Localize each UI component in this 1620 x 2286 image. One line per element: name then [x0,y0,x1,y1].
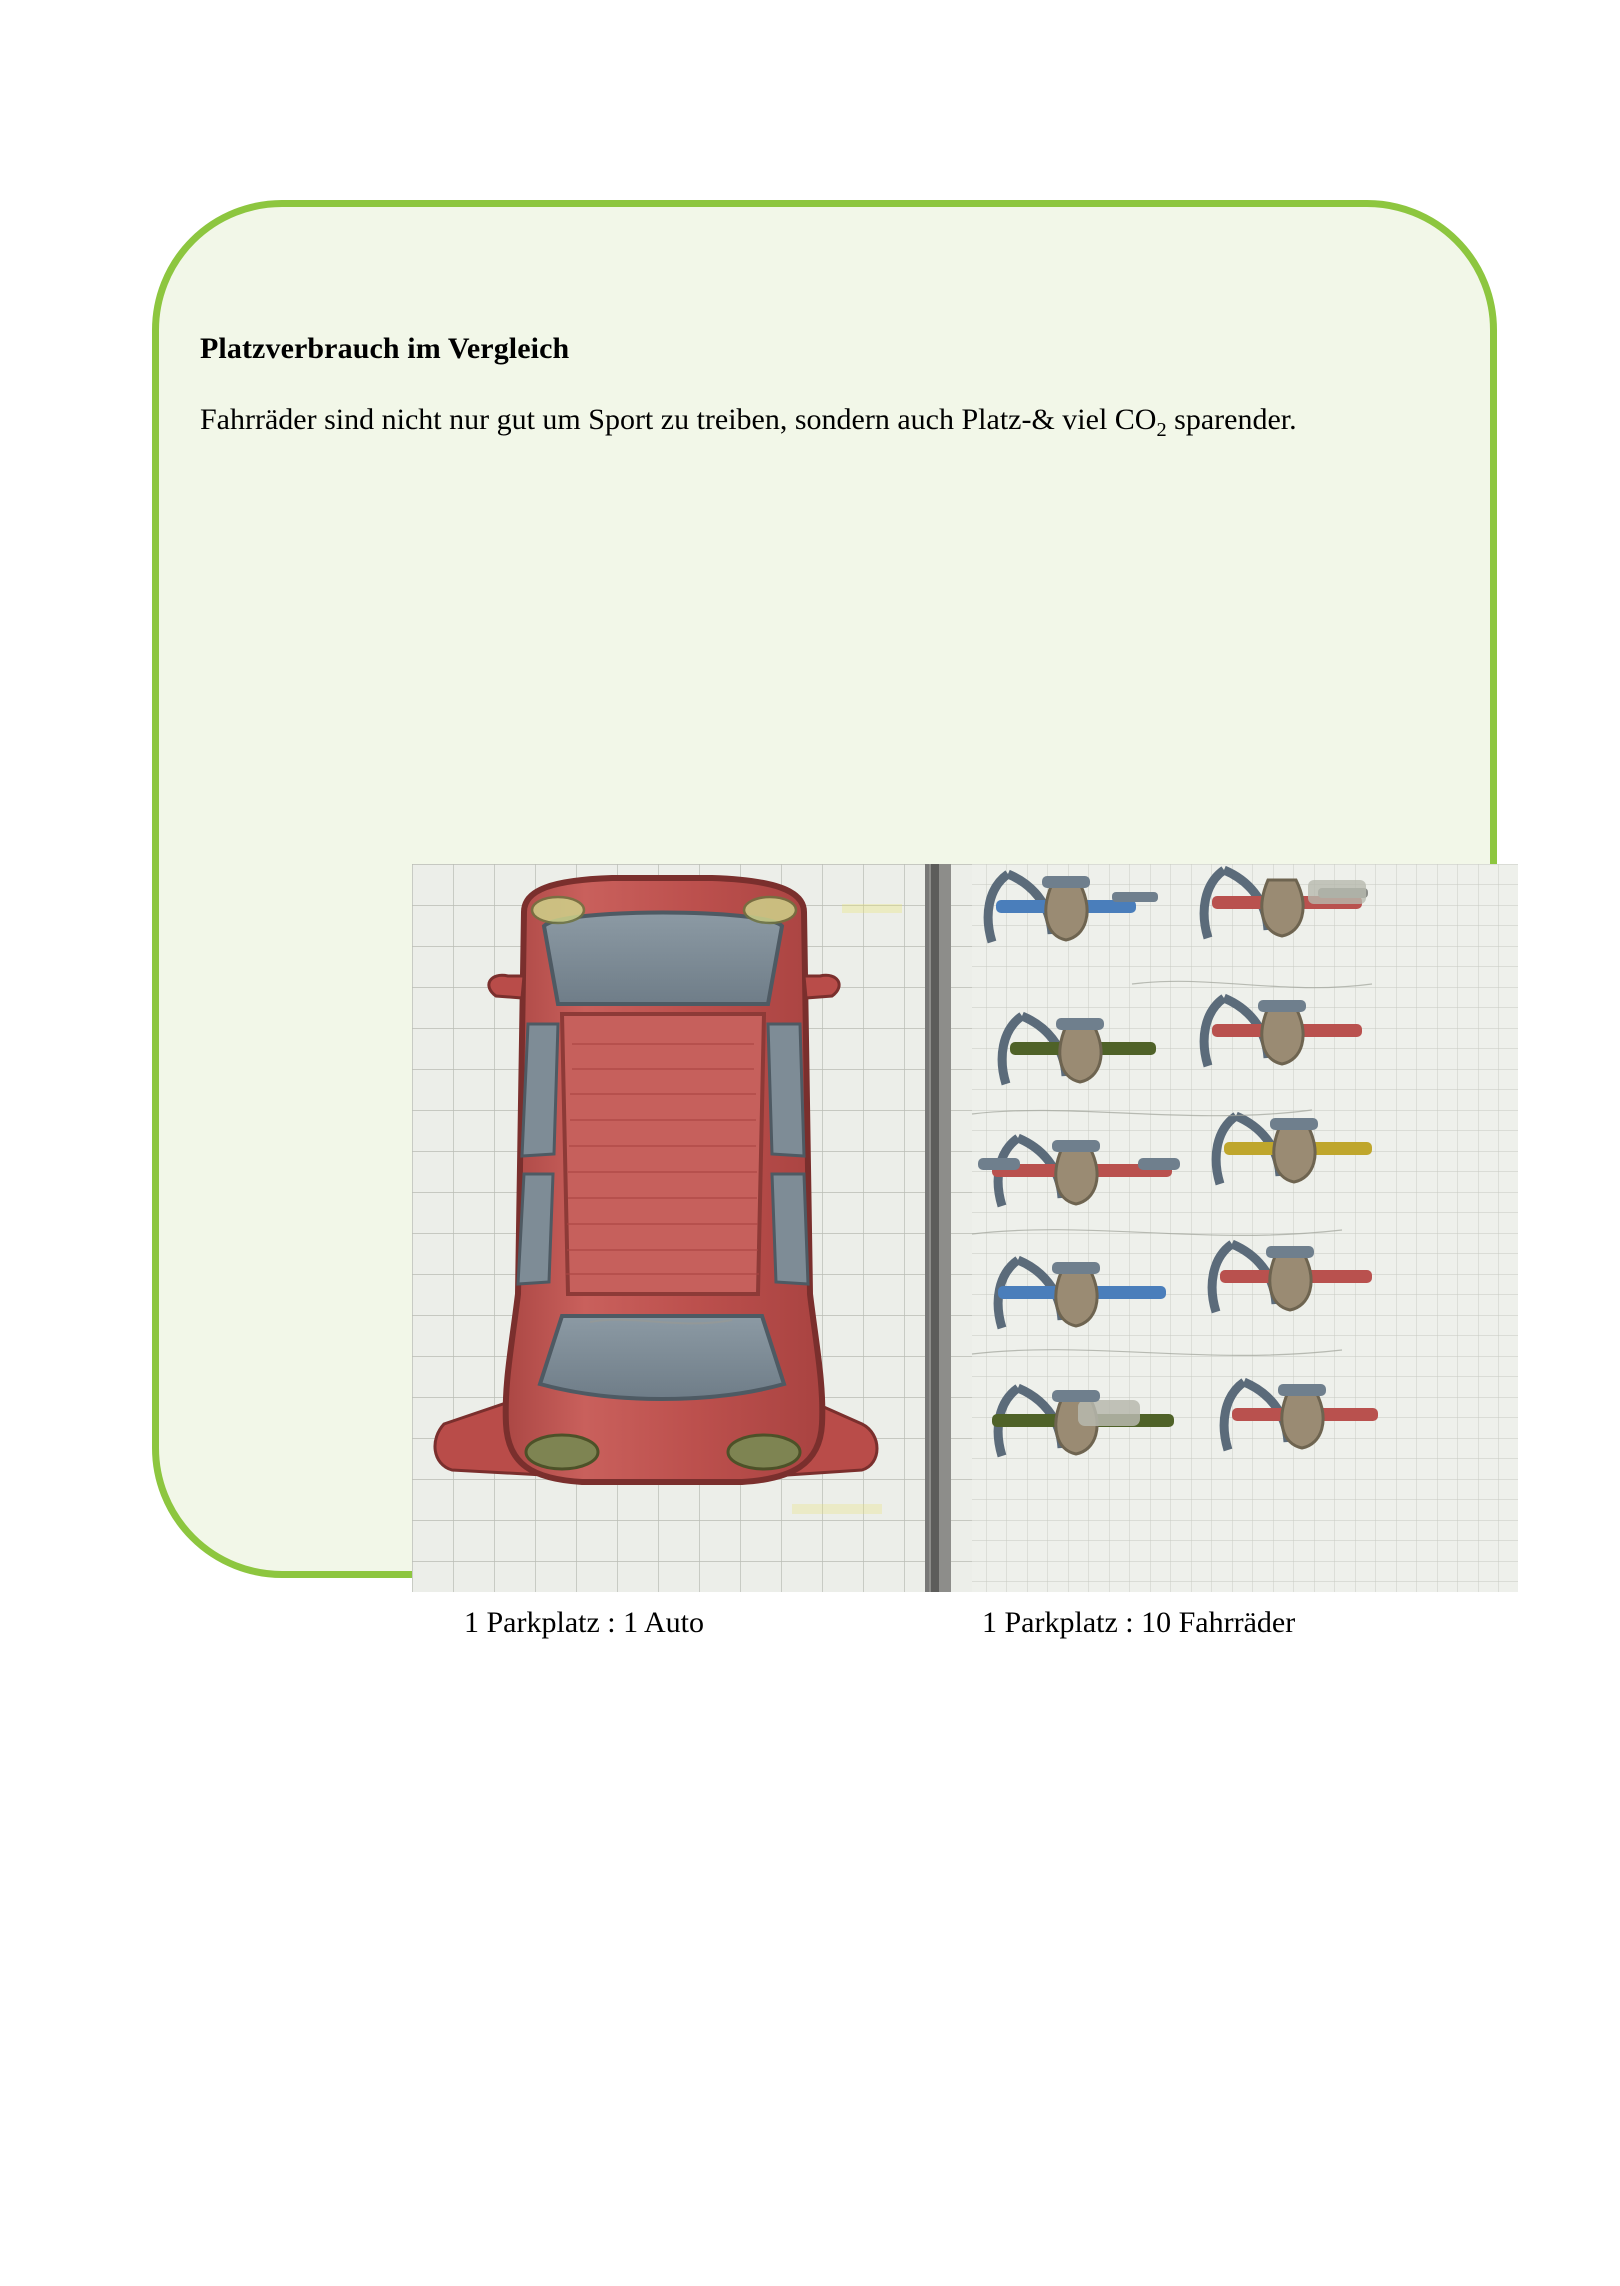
hand-drawing-photo [412,864,1518,1592]
caption-bikes: 1 Parkplatz : 10 Fahrräder [982,1606,1296,1639]
comparison-figure [412,864,1518,1650]
card-content [200,332,1470,444]
co2-subscript: 2 [1156,419,1167,441]
highlight-card [152,200,1497,1639]
body-text-tail: sparender. [1166,403,1297,436]
figure-captions [412,1592,1518,1650]
caption-car: 1 Parkplatz : 1 Auto [464,1606,704,1639]
body-paragraph [200,400,1450,444]
parking-divider [925,864,951,1592]
body-text-main: Fahrräder sind nicht nur gut um Sport zu treiben, sondern auch Platz-& viel CO [200,403,1157,436]
page-title: Platzverbrauch im Vergleich [200,332,570,365]
